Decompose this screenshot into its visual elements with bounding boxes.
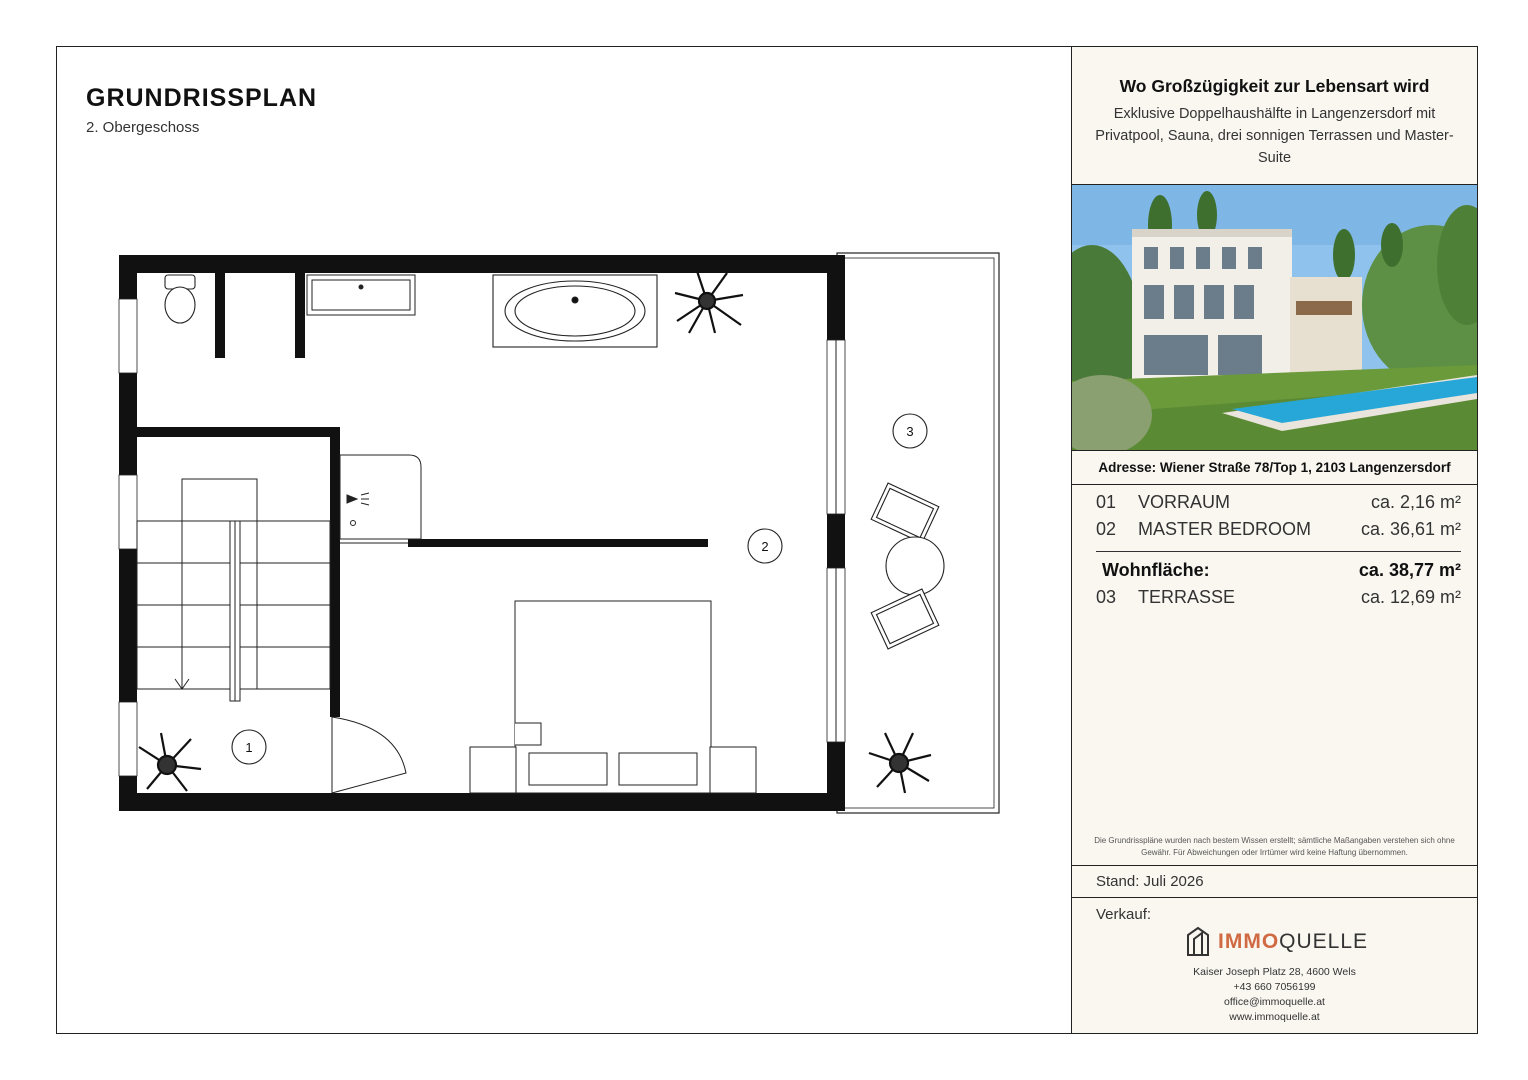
- floor-plan-panel: [57, 47, 1072, 1033]
- bed: [470, 601, 756, 793]
- verkauf-label: Verkauf:: [1096, 906, 1152, 923]
- stand-date-bar: [1072, 865, 1477, 898]
- living-area-value: ca. 38,77 m²: [1358, 560, 1461, 580]
- room-number: 03: [1096, 587, 1117, 607]
- page-frame: [56, 46, 1478, 1034]
- logo-wordmark: [1218, 930, 1368, 954]
- contact-email[interactable]: office@immoquelle.at: [1224, 996, 1325, 1008]
- room-number: 01: [1096, 492, 1117, 512]
- plant-top: [675, 271, 743, 333]
- room-area: ca. 2,16 m²: [1370, 492, 1461, 512]
- room-area: ca. 12,69 m²: [1360, 587, 1461, 607]
- info-sidebar: [1072, 47, 1477, 1033]
- contact-website[interactable]: www.immoquelle.at: [1229, 1011, 1320, 1023]
- shower: [307, 275, 415, 315]
- room-marker-2-label: 2: [761, 539, 769, 554]
- contact-block: [1072, 965, 1477, 1025]
- immoquelle-logo[interactable]: [1184, 925, 1369, 959]
- contact-phone[interactable]: +43 660 7056199: [1233, 981, 1316, 993]
- logo-part-quelle: QUELLE: [1279, 930, 1369, 953]
- plant-bottom-left: [139, 733, 201, 791]
- room-list: [1096, 490, 1461, 612]
- address: Adresse: Wiener Straße 78/Top 1, 2103 Langenzersdorf: [1072, 451, 1477, 485]
- stand-date: Stand: Juli 2026: [1096, 873, 1204, 890]
- logo-mark-icon: [1184, 925, 1212, 959]
- toilet: [165, 275, 195, 323]
- outer-walls: [119, 255, 845, 811]
- contact-address: Kaiser Joseph Platz 28, 4600 Wels: [1193, 966, 1356, 978]
- living-area-label: Wohnfläche:: [1102, 560, 1210, 580]
- room-name: TERRASSE: [1138, 587, 1236, 607]
- room-marker-3-label: 3: [906, 424, 914, 439]
- washbasin: [340, 455, 421, 543]
- terrace-row: [1096, 585, 1461, 612]
- floor-plan-drawing: [57, 47, 1072, 1033]
- house-photo: [1072, 185, 1477, 451]
- plan-title: GRUNDRISSPLAN: [86, 84, 318, 112]
- living-area-row: [1096, 558, 1461, 585]
- room-number: 02: [1096, 519, 1117, 539]
- room-name: VORRAUM: [1138, 492, 1231, 512]
- room-area: ca. 36,61 m²: [1360, 519, 1461, 539]
- room-row: [1096, 490, 1461, 517]
- total-divider: [1096, 551, 1461, 552]
- sidebar-heading: Wo Großzügigkeit zur Lebensart wird: [1119, 76, 1430, 96]
- staircase: [137, 479, 330, 701]
- logo-part-immo: IMMO: [1218, 930, 1280, 953]
- plan-subtitle: 2. Obergeschoss: [86, 119, 200, 136]
- room-marker-1-label: 1: [245, 740, 253, 755]
- room-row: [1096, 517, 1461, 544]
- sidebar-description: Exklusive Doppelhaushälfte in Langenzersdorf mit Privatpool, Sauna, drei sonnigen Terrassen und Master-Suite: [1095, 106, 1454, 166]
- entry-door: [332, 717, 406, 793]
- bathtub: [493, 275, 657, 347]
- terrace-furniture: [871, 483, 944, 649]
- disclaimer: Die Grundrisspläne wurden nach bestem Wissen erstellt; sämtliche Maßangaben verstehen sich ohne Gewähr. Für Abweichungen oder Irrtümer wird keine Haftung übernommen.: [1094, 836, 1455, 857]
- left-windows: [119, 299, 137, 776]
- plant-terrace: [869, 733, 931, 793]
- room-name: MASTER BEDROOM: [1138, 519, 1312, 539]
- sidebar-header: [1072, 47, 1477, 185]
